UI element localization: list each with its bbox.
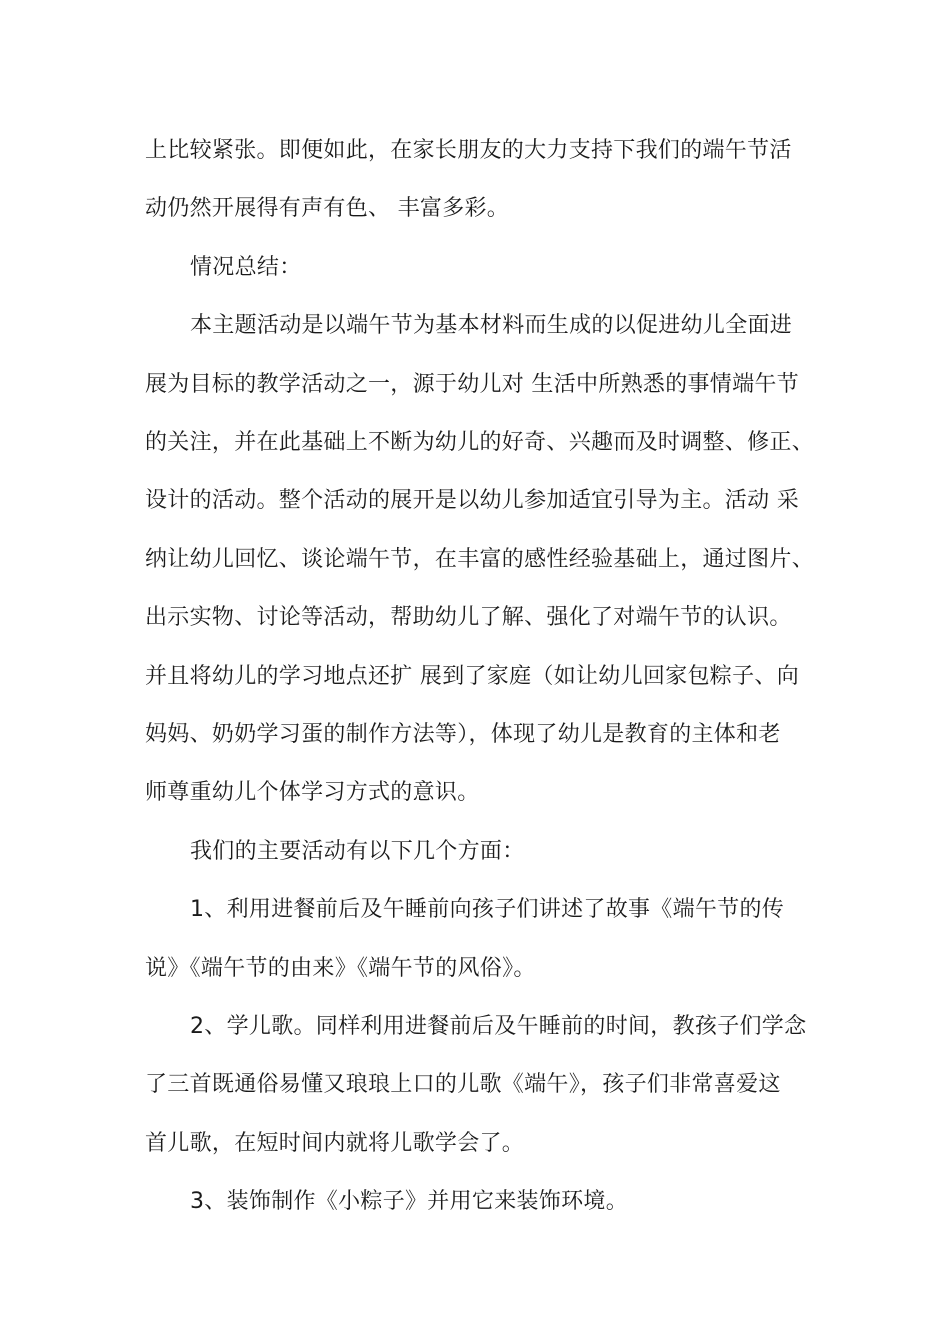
text-line: 师尊重幼儿个体学习方式的意识。 [145, 780, 480, 805]
text-line: 展为目标的教学活动之一，源于幼儿对 生活中所熟悉的事情端午节 [145, 372, 799, 397]
text-line: 出示实物、讨论等活动，帮助幼儿了解、强化了对端午节的认识。 [145, 605, 792, 630]
text-line: 并且将幼儿的学习地点还扩 展到了家庭（如让幼儿回家包粽子、向 [145, 664, 799, 689]
text-line: 说》《端午节的由来》《端午节的风俗》。 [145, 956, 536, 981]
list-item: 3、装饰制作《小粽子》并用它来装饰环境。 [190, 1189, 628, 1214]
text-line: 了三首既通俗易懂又琅琅上口的儿歌《端午》，孩子们非常喜爱这 [145, 1072, 781, 1097]
text-line: 动仍然开展得有声有色、 丰富多彩。 [145, 196, 510, 221]
section-heading: 情况总结： [190, 255, 302, 280]
list-item: 2、学儿歌。同样利用进餐前后及午睡前的时间，教孩子们学念 [190, 1014, 807, 1039]
text-line: 纳让幼儿回忆、谈论端午节，在丰富的感性经验基础上，通过图片、 [145, 547, 815, 572]
text-line: 妈妈、奶奶学习蛋的制作方法等），体现了幼儿是教育的主体和老 [145, 722, 781, 747]
list-item: 1、利用进餐前后及午睡前向孩子们讲述了故事《端午节的传 [190, 897, 785, 922]
text-line: 上比较紧张。即便如此，在家长朋友的大力支持下我们的端午节活 [145, 138, 792, 163]
text-line: 的关注，并在此基础上不断为幼儿的好奇、兴趣而及时调整、修正、 [145, 430, 815, 455]
text-line: 设计的活动。整个活动的展开是以幼儿参加适宜引导为主。活动 采 [145, 488, 799, 513]
text-line: 首儿歌，在短时间内就将儿歌学会了。 [145, 1131, 525, 1156]
text-line: 我们的主要活动有以下几个方面： [190, 839, 525, 864]
text-line: 本主题活动是以端午节为基本材料而生成的以促进幼儿全面进 [190, 313, 793, 338]
